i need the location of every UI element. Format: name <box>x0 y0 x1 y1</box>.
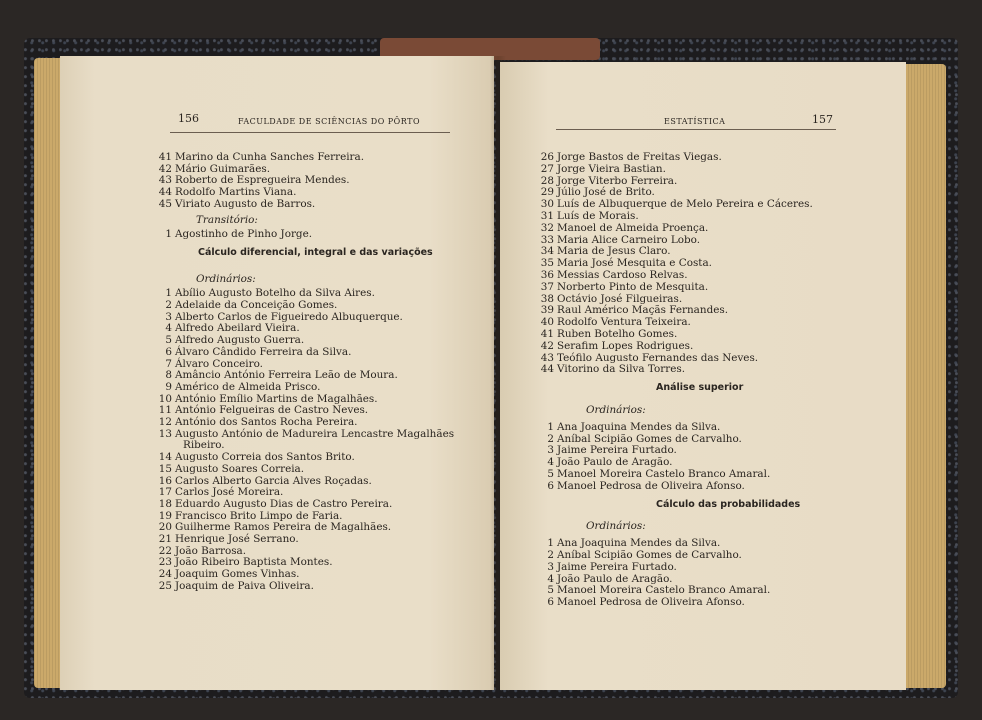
item-number: 5 <box>165 334 172 347</box>
item-name: Ana Joaquina Mendes da Silva. <box>557 537 721 550</box>
item-number: 10 <box>158 392 172 405</box>
item-number: 1 <box>165 287 172 300</box>
item-name: Ruben Botelho Gomes. <box>557 328 678 340</box>
list-item <box>540 363 685 375</box>
item-name: Augusto Correia dos Santos Brito. <box>175 451 355 464</box>
item-number: 6 <box>547 596 554 609</box>
item-number: 35 <box>540 257 554 270</box>
item-number: 11 <box>158 404 172 417</box>
item-name: Luís de Albuquerque de Melo Pereira e Cáceres. <box>557 198 813 211</box>
item-name: Maria de Jesus Claro. <box>557 245 671 258</box>
item-name: António Emílio Martins de Magalhães. <box>175 392 378 405</box>
item-name: Agostinho de Pinho Jorge. <box>175 228 313 241</box>
list-item <box>158 334 304 346</box>
item-name: Octávio José Filgueiras. <box>557 292 683 305</box>
item-name: Guilherme Ramos Pereira de Magalhães. <box>175 521 392 534</box>
list-item <box>158 299 337 311</box>
list-item <box>158 510 342 522</box>
item-name: Rodolfo Ventura Teixeira. <box>557 316 691 329</box>
item-name: Francisco Brito Limpo de Faria. <box>175 509 343 522</box>
item-number: 8 <box>165 369 172 382</box>
list-item <box>158 381 320 393</box>
item-name: Álvaro Conceiro. <box>175 357 263 370</box>
item-name: Maria Alice Carneiro Lobo. <box>557 233 701 246</box>
item-name: Abílio Augusto Botelho da Silva Aires. <box>175 287 375 300</box>
list-item <box>158 568 300 580</box>
list-item <box>158 428 454 440</box>
item-name: Álvaro Cândido Ferreira da Silva. <box>175 345 352 358</box>
running-head: ESTATÍSTICA <box>664 117 726 126</box>
list-item <box>158 228 312 240</box>
item-name: Norberto Pinto de Mesquita. <box>557 280 709 293</box>
item-name: Aníbal Scipião Gomes de Carvalho. <box>557 549 742 561</box>
list-item <box>158 463 304 475</box>
item-number: 41 <box>158 151 172 163</box>
item-number: 5 <box>547 584 554 597</box>
list-item <box>540 210 639 222</box>
item-number: 13 <box>158 427 172 440</box>
item-name: António dos Santos Rocha Pereira. <box>175 416 358 428</box>
list-item <box>540 584 770 596</box>
list-item <box>158 498 392 510</box>
list-item <box>540 480 745 492</box>
list-item <box>158 533 299 545</box>
item-number: 7 <box>165 357 172 370</box>
item-name: Joaquim de Paiva Oliveira. <box>175 579 314 592</box>
item-number: 32 <box>540 221 554 234</box>
item-name: Marino da Cunha Sanches Ferreira. <box>175 151 365 163</box>
subsection-label: Ordinários: <box>586 520 646 533</box>
item-number: 3 <box>165 310 172 323</box>
item-name: Roberto de Espregueira Mendes. <box>175 174 350 187</box>
item-name: Manoel Pedrosa de Oliveira Afonso. <box>557 479 745 492</box>
item-name: António Felgueiras de Castro Neves. <box>175 404 369 417</box>
list-item <box>540 281 708 293</box>
item-number: 3 <box>547 444 554 457</box>
list-item <box>540 433 742 445</box>
list-item <box>540 175 677 187</box>
list-item <box>540 596 745 608</box>
list-item <box>158 486 283 498</box>
item-name: João Paulo de Aragão. <box>557 456 673 469</box>
list-item <box>540 444 677 456</box>
list-item <box>158 198 315 210</box>
item-name: Augusto Soares Correia. <box>175 462 305 475</box>
list-item <box>158 451 355 463</box>
item-name: Alfredo Augusto Guerra. <box>175 334 305 347</box>
item-number: 2 <box>547 549 554 561</box>
item-number: 6 <box>547 479 554 492</box>
list-item-continuation: Ribeiro. <box>183 439 225 452</box>
item-number: 33 <box>540 233 554 246</box>
item-name: Carlos Alberto Garcia Alves Roçadas. <box>175 474 372 487</box>
item-name: Manoel Moreira Castelo Branco Amaral. <box>557 584 771 597</box>
item-name: Adelaide da Conceição Gomes. <box>175 299 338 311</box>
item-number: 1 <box>547 420 554 433</box>
list-item <box>158 475 372 487</box>
item-number: 30 <box>540 198 554 211</box>
section-heading: Cálculo das probabilidades <box>656 498 801 510</box>
item-name: Rodolfo Martins Viana. <box>175 186 297 199</box>
item-name: Jaime Pereira Furtado. <box>557 444 677 457</box>
item-name: Teófilo Augusto Fernandes das Neves. <box>557 351 759 364</box>
item-name: João Paulo de Aragão. <box>557 572 673 585</box>
item-number: 42 <box>158 162 172 175</box>
list-item <box>540 198 813 210</box>
item-number: 24 <box>158 568 172 581</box>
list-item <box>540 151 722 163</box>
item-number: 29 <box>540 186 554 199</box>
item-number: 1 <box>547 537 554 550</box>
item-number: 5 <box>547 468 554 480</box>
item-name: Henrique José Serrano. <box>175 533 299 545</box>
item-name: Augusto António de Madureira Lencastre Magalhães <box>175 427 455 440</box>
header-rule <box>556 129 836 130</box>
item-number: 45 <box>158 197 172 210</box>
list-item <box>540 328 677 340</box>
list-item <box>158 322 300 334</box>
header-rule <box>170 132 450 133</box>
list-item <box>540 561 677 573</box>
item-name: Maria José Mesquita e Costa. <box>557 257 712 270</box>
item-number: 4 <box>547 456 554 469</box>
list-item <box>158 416 357 428</box>
item-name: Raul Américo Maçãs Fernandes. <box>557 304 729 317</box>
item-name: Manoel de Almeida Proença. <box>557 221 709 234</box>
list-item <box>540 163 666 175</box>
item-number: 19 <box>158 509 172 522</box>
list-item <box>540 468 770 480</box>
list-item <box>540 234 700 246</box>
item-number: 22 <box>158 544 172 557</box>
item-number: 42 <box>540 339 554 352</box>
item-number: 14 <box>158 451 172 464</box>
item-number: 18 <box>158 497 172 510</box>
list-item <box>158 404 368 416</box>
list-item <box>540 537 720 549</box>
item-number: 16 <box>158 474 172 487</box>
item-name: Vitorino da Silva Torres. <box>557 363 685 376</box>
section-heading: Análise superior <box>656 382 744 394</box>
page-number: 156 <box>178 112 199 125</box>
list-item <box>158 580 314 592</box>
list-item <box>158 186 296 198</box>
item-number: 9 <box>165 380 172 393</box>
item-number: 39 <box>540 304 554 317</box>
list-item <box>158 174 350 186</box>
page-block-right <box>902 64 946 688</box>
item-number: 17 <box>158 486 172 499</box>
right-page <box>500 62 906 690</box>
item-number: 1 <box>165 228 172 241</box>
item-name: João Ribeiro Baptista Montes. <box>175 556 333 569</box>
list-item <box>540 573 672 585</box>
item-name: Ana Joaquina Mendes da Silva. <box>557 420 721 433</box>
list-item <box>540 245 671 257</box>
item-name: João Barrosa. <box>175 544 247 557</box>
item-number: 27 <box>540 162 554 175</box>
item-number: 3 <box>547 560 554 573</box>
item-number: 43 <box>158 174 172 187</box>
item-number: 44 <box>540 363 554 376</box>
item-name: Amâncio António Ferreira Leão de Moura. <box>175 369 398 382</box>
item-number: 43 <box>540 351 554 364</box>
page-number: 157 <box>812 113 833 126</box>
list-item <box>540 340 693 352</box>
item-name: Carlos José Moreira. <box>175 486 284 499</box>
item-name: Mário Guimarães. <box>175 162 270 175</box>
list-item <box>158 151 364 163</box>
subsection-label: Transitório: <box>196 213 258 226</box>
left-page <box>60 56 494 690</box>
item-number: 2 <box>165 299 172 311</box>
item-number: 36 <box>540 269 554 281</box>
item-name: Messias Cardoso Relvas. <box>557 269 688 281</box>
list-item <box>540 222 708 234</box>
item-number: 37 <box>540 280 554 293</box>
item-name: Jaime Pereira Furtado. <box>557 560 677 573</box>
item-number: 21 <box>158 533 172 545</box>
item-number: 23 <box>158 556 172 569</box>
item-number: 38 <box>540 292 554 305</box>
item-name: Alberto Carlos de Figueiredo Albuquerque. <box>175 310 403 323</box>
item-name: Manoel Moreira Castelo Branco Amaral. <box>557 468 771 480</box>
item-number: 2 <box>547 432 554 445</box>
item-number: 40 <box>540 316 554 329</box>
item-number: 6 <box>165 345 172 358</box>
list-item <box>540 352 758 364</box>
list-item <box>540 316 691 328</box>
item-number: 28 <box>540 174 554 187</box>
list-item <box>158 358 263 370</box>
item-number: 12 <box>158 416 172 428</box>
item-name: Aníbal Scipião Gomes de Carvalho. <box>557 432 742 445</box>
item-name: Jorge Vieira Bastian. <box>557 162 666 175</box>
item-number: 26 <box>540 151 554 163</box>
item-name: Eduardo Augusto Dias de Castro Pereira. <box>175 497 393 510</box>
list-item <box>158 163 270 175</box>
item-number: 44 <box>158 186 172 199</box>
list-item <box>540 257 712 269</box>
list-item <box>158 393 378 405</box>
item-name: Viriato Augusto de Barros. <box>175 197 316 210</box>
list-item <box>540 269 688 281</box>
list-item <box>158 346 351 358</box>
item-number: 15 <box>158 462 172 475</box>
running-head: FACULDADE DE SCIÊNCIAS DO PÔRTO <box>238 117 421 126</box>
list-item <box>540 293 682 305</box>
list-item <box>540 186 655 198</box>
item-number: 4 <box>547 572 554 585</box>
list-item <box>540 304 728 316</box>
list-item <box>540 456 672 468</box>
list-item <box>158 521 391 533</box>
item-name: Serafim Lopes Rodrigues. <box>557 339 694 352</box>
item-name: Jorge Viterbo Ferreira. <box>557 174 678 187</box>
subsection-label: Ordinários: <box>586 404 646 416</box>
list-item <box>540 421 720 433</box>
list-item <box>158 311 403 323</box>
item-number: 25 <box>158 579 172 592</box>
list-item <box>158 545 246 557</box>
item-number: 4 <box>165 322 172 335</box>
item-name: Américo de Almeida Prisco. <box>175 380 321 393</box>
item-name: Luís de Morais. <box>557 210 639 222</box>
item-number: 41 <box>540 328 554 340</box>
section-heading: Cálculo diferencial, integral e das variações <box>198 246 433 258</box>
item-number: 31 <box>540 210 554 222</box>
item-name: Manoel Pedrosa de Oliveira Afonso. <box>557 596 745 609</box>
item-name: Alfredo Abeilard Vieira. <box>175 322 300 335</box>
list-item <box>158 287 375 299</box>
subsection-label: Ordinários: <box>196 272 256 285</box>
item-number: 20 <box>158 521 172 534</box>
list-item <box>158 556 333 568</box>
item-number: 34 <box>540 245 554 258</box>
item-name: Júlio José de Brito. <box>557 186 655 199</box>
list-item <box>540 549 742 561</box>
list-item <box>158 369 398 381</box>
item-name: Joaquim Gomes Vinhas. <box>175 568 300 581</box>
item-name: Jorge Bastos de Freitas Viegas. <box>557 151 722 163</box>
